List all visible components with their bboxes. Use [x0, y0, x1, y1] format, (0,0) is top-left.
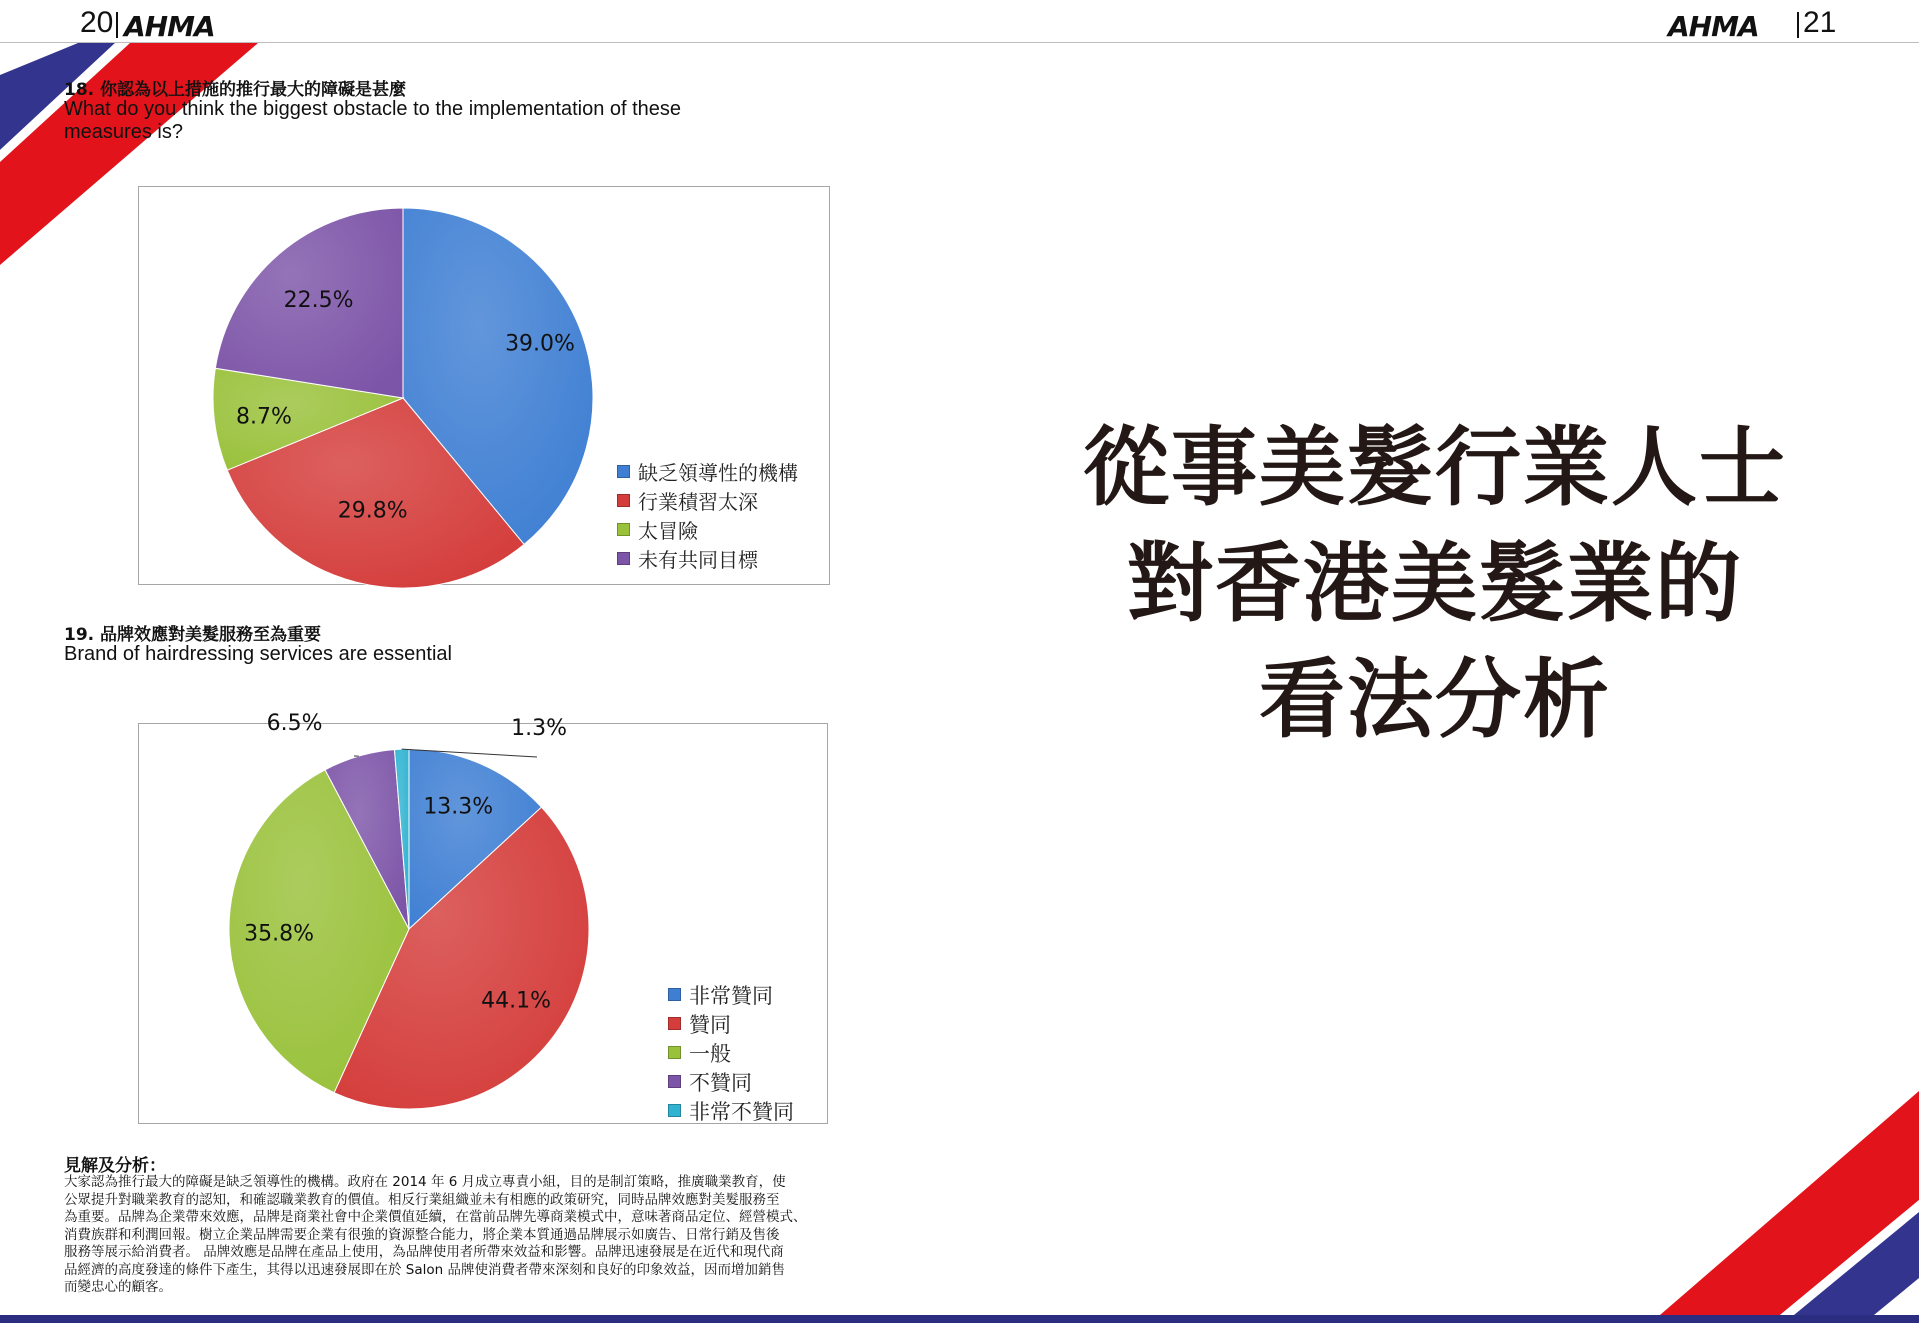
q18-title-english-line1: What do you think the biggest obstacle to the implementation of these — [64, 98, 682, 120]
pie-data-label: 29.8% — [337, 498, 408, 524]
q18-title-english-line2: measures is? — [64, 121, 183, 143]
legend-item — [668, 980, 794, 1009]
legend-swatch — [668, 1046, 681, 1059]
pie-data-label: 13.3% — [423, 794, 494, 820]
legend-label: 贊同 — [689, 1012, 731, 1037]
legend-item — [668, 1038, 794, 1067]
legend-item — [668, 1067, 794, 1096]
legend-swatch — [668, 1104, 681, 1117]
bottom-bar — [0, 1315, 1919, 1323]
analysis-text — [64, 1174, 904, 1297]
q19-title-chinese: 19. 品牌效應對美髮服務至為重要 — [64, 625, 322, 645]
right-page-number: 21 — [1803, 6, 1837, 39]
header-divider — [0, 42, 1919, 43]
legend-swatch — [668, 1075, 681, 1088]
pie-data-label: 39.0% — [505, 331, 575, 357]
analysis-line: 消費族群和利潤回報。樹立企業品牌需要企業有很強的資源整合能力，將企業本質通過品牌展示如廣告、日常行銷及售後 — [64, 1226, 780, 1243]
legend-label: 缺乏領導性的機構 — [638, 461, 798, 485]
legend-label: 非常贊同 — [689, 983, 773, 1008]
legend-item — [617, 544, 798, 573]
q19-title-english: Brand of hairdressing services are essential — [64, 643, 452, 665]
feature-title-line2: 對香港美髮業的 — [1127, 534, 1743, 634]
analysis-line: 為重要。品牌為企業帶來效應，品牌是商業社會中企業價值延續，在當前品牌先導商業模式中，意味著商品定位、經營模式、 — [64, 1209, 807, 1225]
legend-item — [617, 486, 798, 515]
legend-item — [668, 1096, 794, 1125]
analysis-line: 而變忠心的顧客。 — [64, 1279, 172, 1295]
legend-label: 非常不贊同 — [689, 1099, 794, 1124]
pie-data-label: 6.5% — [266, 710, 323, 736]
legend-swatch — [617, 552, 630, 565]
analysis-line: 大家認為推行最大的障礙是缺乏領導性的機構。政府在 2014 年 6 月成立專責小組，目的是制訂策略，推廣職業教育，使 — [64, 1174, 786, 1190]
analysis-heading: 見解及分析： — [64, 1156, 166, 1176]
q18-legend — [617, 457, 798, 573]
legend-label: 不贊同 — [689, 1070, 752, 1095]
legend-label: 太冒險 — [638, 519, 698, 543]
right-page-separator — [1797, 12, 1799, 38]
legend-swatch — [617, 523, 630, 536]
right-logo: AHMA — [1668, 10, 1759, 43]
feature-title — [1060, 410, 1810, 758]
q18-chart-frame — [138, 186, 830, 585]
left-page-number: 20 — [80, 6, 114, 39]
pie-data-label: 1.3% — [511, 716, 568, 742]
feature-title-line3: 看法分析 — [1259, 650, 1611, 750]
analysis-line: 品經濟的高度發達的條件下產生，其得以迅速發展即在於 Salon 品牌使消費者帶來深刻和良好的印象效益，因而增加銷售 — [64, 1261, 785, 1278]
bottom-right-stripes — [1620, 1080, 1919, 1323]
legend-swatch — [617, 465, 630, 478]
feature-title-line1: 從事美髮行業人士 — [1083, 418, 1787, 518]
left-logo: AHMA — [124, 10, 215, 43]
legend-label: 行業積習太深 — [638, 490, 758, 514]
legend-label: 一般 — [689, 1041, 731, 1066]
legend-item — [617, 457, 798, 486]
pie-data-label: 8.7% — [236, 404, 292, 430]
q19-legend — [668, 980, 794, 1125]
pie-data-label: 22.5% — [283, 288, 354, 314]
legend-swatch — [668, 988, 681, 1001]
pie-data-label: 44.1% — [481, 988, 552, 1014]
analysis-line: 服務等展示給消費者。 品牌效應是品牌在產品上使用，為品牌使用者所帶來效益和影響。品牌迅速發展是在近代和現代商 — [64, 1244, 784, 1260]
legend-label: 未有共同目標 — [638, 548, 758, 572]
legend-item — [617, 515, 798, 544]
q18-title-chinese: 18. 你認為以上措施的推行最大的障礙是甚麼 — [64, 80, 407, 100]
analysis-line: 公眾提升對職業教育的認知，和確認職業教育的價值。相反行業組織並未有相應的政策研究，同時品牌效應對美髮服務至 — [64, 1191, 780, 1208]
legend-item — [668, 1009, 794, 1038]
legend-swatch — [668, 1017, 681, 1030]
pie-data-label: 35.8% — [244, 921, 314, 947]
legend-swatch — [617, 494, 630, 507]
q19-chart-frame — [138, 710, 828, 1124]
